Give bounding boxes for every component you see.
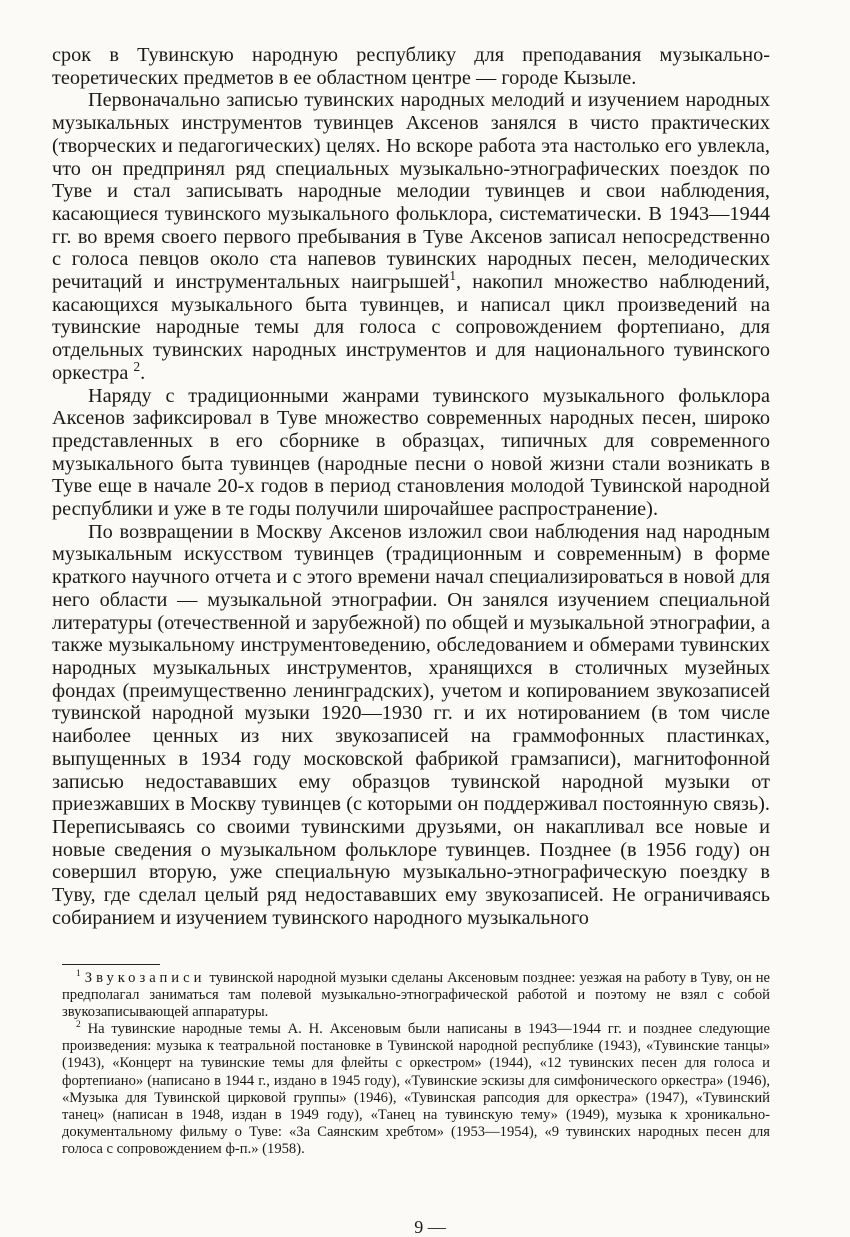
- footnote-1: $^1$ Звукозаписи тувинской народной музыки сделаны Аксеновым позднее: уезжая на работу в Туву, он не предполагал заниматься там полевой музыкально-этнографической работой и поэтому не взял с собой звукозаписывающей аппаратуры.: [62, 969, 770, 1021]
- paragraph-return-moscow: По возвращении в Москву Аксенов изложил свои наблюдения над народным музыкальным искусством тувинцев (традиционным и современным) в форме краткого научного отчета и с этого времени начал специализироваться в новой для него области — музыкальной этнографии. Он занялся изучением специальной литературы (отечественной и зарубежной) по общей и музыкальной этнографии, а также музыкальному инструментоведению, обследованием и обмерами тувинских народных музыкальных инструментов, хранящихся в столичных музейных фондах (преимущественно ленинградских), учетом и копированием звукозаписей тувинской народной музыки 1920—1930 гг. и их нотированием (в том числе наиболее ценных из них звукозаписей на граммофонных пластинках, выпущенных в 1934 году московской фабрикой грамзаписи), магнитофонной записью недостававших ему образцов тувинской народной музыки от приезжавших в Москву тувинцев (с которыми он поддерживал постоянную связь). Переписываясь со своими тувинскими друзьями, он накапливал все новые и новые сведения о музыкальном фольклоре тувинцев. Позднее (в 1956 году) он совершил вторую, уже специальную музыкально-этнографическую поездку в Туву, где сделал целый ряд недостававших ему звукозаписей. Не ограничиваясь собиранием и изучением тувинского народного музыкального: [52, 520, 770, 929]
- footnotes: [62, 970, 770, 1158]
- footnote-ref-2[interactable]: 2: [133, 359, 141, 375]
- footnote-ref-1[interactable]: 1: [449, 268, 457, 284]
- main-text: [52, 44, 770, 929]
- page-number: 9 —: [414, 1217, 446, 1237]
- paragraph-continuation: срок в Тувинскую народную республику для преподавания музыкально-теоретических предметов в ее областном центре — городе Кызыле.: [52, 44, 770, 89]
- paragraph-first-trip: Первоначально записью тувинских народных мелодий и изучением народных музыкальных инструментов тувинцев Аксенов занялся в чисто практических (творческих и педагогических) целях. Но вскоре работа эта настолько его увлекла, что он предпринял ряд специальных музыкально-этнографических поездок по Туве и стал записывать народные мелодии тувинцев и свои наблюдения, касающиеся тувинского музыкального фольклора, систематически. В 1943—1944 гг. во время своего первого пребывания в Туве Аксенов записал непосредственно с голоса певцов около ста напевов тувинских народных песен, мелодических речитаций и инструментальных наигрышей$^1$, накопил множество наблюдений, касающихся музыкального быта тувинцев, и написал цикл произведений на тувинские народные темы для голоса с сопровождением фортепиано, для отдельных тувинских народных инструментов и для национального тувинского оркестра $^2$.: [52, 89, 771, 384]
- footnote-divider: [62, 964, 160, 965]
- footnote-2: $^2$ На тувинские народные темы А. Н. Аксеновым были написаны в 1943—1944 гг. и позднее следующие произведения: музыка к театральной постановке в Тувинской народной республике (1943), «Тувинские танцы» (1943), «Концерт на тувинские темы для флейты с оркестром» (1944), «12 тувинских песен для голоса и фортепиано» (написано в 1944 г., издано в 1945 году), «Тувинские эскизы для симфонического оркестра» (1946), «Музыка для Тувинской цирковой группы» (1946), «Тувинская рапсодия для оркестра» (1947), «Тувинский танец» (написан в 1948, издан в 1949 году), «Танец на тувинскую тему» (1949), музыка к хроникально-документальному фильму о Туве: «За Саянским хребтом» (1953—1954), «9 тувинских народных песен для голоса с сопровождением ф-п.» (1958).: [62, 1020, 770, 1157]
- paragraph-modern-songs: Наряду с традиционными жанрами тувинского музыкального фольклора Аксенов зафиксировал в Туве множество современных народных песен, широко представленных в его сборнике в образцах, типичных для современного музыкального быта тувинцев (народные песни о новой жизни стали возникать в Туве еще в начале 20-х годов в период становления молодой Тувинской народной республики и уже в те годы получили широчайшее распространение).: [52, 384, 770, 521]
